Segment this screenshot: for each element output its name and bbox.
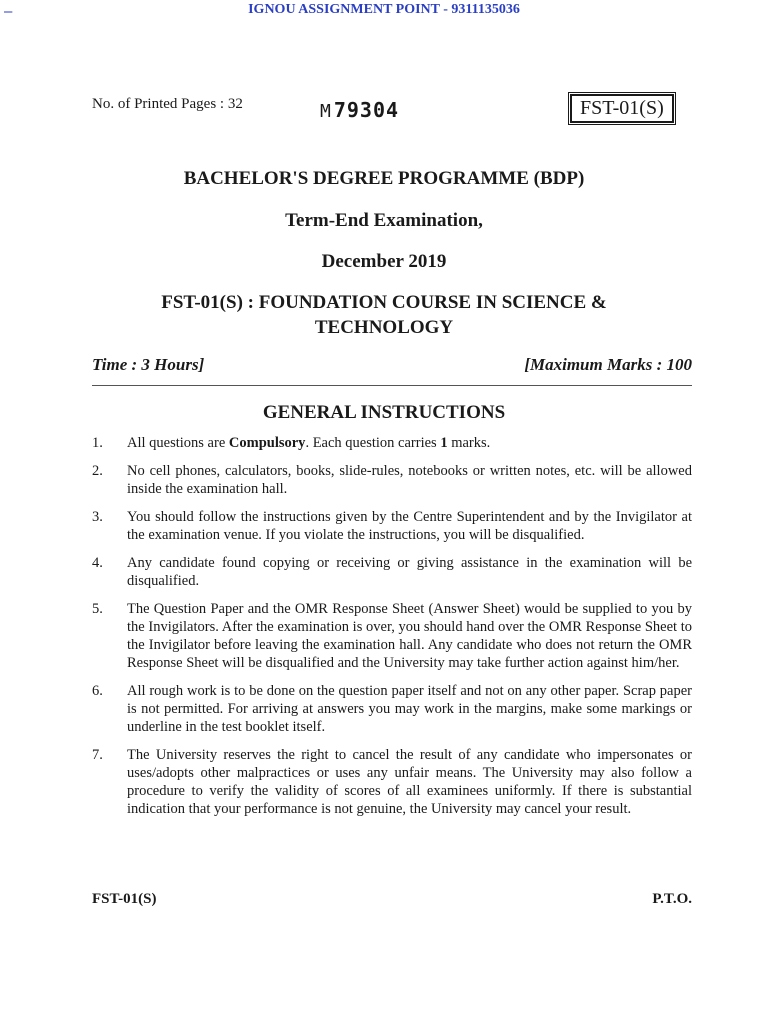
instruction-number: 4. <box>92 555 103 571</box>
instruction-text: All rough work is to be done on the question paper itself and not on any other paper. Scrap paper is not permitted. For arriving at answers you may work in the margins, make some markings or underline in the test booklet itself. <box>127 683 692 735</box>
exam-name: Term-End Examination, <box>285 210 483 231</box>
instruction-text: The University reserves the right to cancel the result of any candidate who impersonates or uses/adopts other malpractices or uses any unfair means. The University may also follow a procedure to verify the validity of scores of all examinees uniformly. If there is substantial indication that your performance is not genuine, the University may cancel your result. <box>127 747 692 817</box>
time-allowed: Time : 3 Hours] <box>92 355 205 374</box>
footer-pto: P.T.O. <box>652 891 692 907</box>
course-code-box: FST-01(S) <box>570 94 674 123</box>
instruction-number: 1. <box>92 435 103 451</box>
instruction-number: 6. <box>92 683 103 699</box>
page-footer <box>92 891 692 908</box>
printed-pages: No. of Printed Pages : 32 <box>92 96 243 112</box>
footer-course-code: FST-01(S) <box>92 891 157 907</box>
exam-session: December 2019 <box>321 251 447 272</box>
course-title <box>0 290 768 340</box>
paper-code <box>320 98 399 122</box>
course-title-line-1: FST-01(S) : FOUNDATION COURSE IN SCIENCE & <box>161 292 607 313</box>
paper-code-number: 79304 <box>333 98 400 122</box>
instruction-text: You should follow the instructions given by the Centre Superintendent and by the Invigilator at the examination venue. If you violate the instructions, you will be disqualified. <box>127 509 692 543</box>
instruction-item <box>92 600 692 672</box>
divider <box>92 385 692 386</box>
instruction-number: 3. <box>92 509 103 525</box>
time-marks-row <box>92 355 692 375</box>
instruction-text-part: . Each question carries <box>305 435 441 451</box>
watermark-banner: IGNOU ASSIGNMENT POINT - 9311135036 <box>248 2 520 17</box>
instruction-text <box>127 434 692 452</box>
marks-emphasis: 1 <box>440 435 448 451</box>
paper-code-prefix: M <box>320 101 332 122</box>
instruction-number: 2. <box>92 463 103 479</box>
compulsory-emphasis: Compulsory <box>228 435 306 451</box>
instruction-item <box>92 462 692 498</box>
instruction-item <box>92 508 692 544</box>
dash-mark: – <box>4 3 13 20</box>
instruction-text-part: All questions are <box>127 435 229 451</box>
programme-title: BACHELOR'S DEGREE PROGRAMME (BDP) <box>183 168 585 189</box>
instruction-text: No cell phones, calculators, books, slide-rules, notebooks or written notes, etc. will be allowed inside the examination hall. <box>127 463 692 497</box>
instructions-list <box>92 434 692 828</box>
instruction-item <box>92 746 692 818</box>
instruction-text: Any candidate found copying or receiving or giving assistance in the examination will be disqualified. <box>127 555 692 589</box>
instruction-item <box>92 554 692 590</box>
instruction-text: The Question Paper and the OMR Response Sheet (Answer Sheet) would be supplied to you by the Invigilators. After the examination is over, you should hand over the OMR Response Sheet to the Invigilator before leaving the examination hall. Any candidate who does not return the OMR Response Sheet will be disqualified and the University may take further action against him/her. <box>127 601 692 671</box>
instructions-title: GENERAL INSTRUCTIONS <box>262 402 506 423</box>
instruction-number: 5. <box>92 601 103 617</box>
instruction-item <box>92 682 692 736</box>
instruction-item <box>92 434 692 452</box>
instruction-number: 7. <box>92 747 103 763</box>
maximum-marks: [Maximum Marks : 100 <box>524 355 692 374</box>
course-title-line-2: TECHNOLOGY <box>314 317 454 338</box>
instruction-text-part: marks. <box>447 435 491 451</box>
